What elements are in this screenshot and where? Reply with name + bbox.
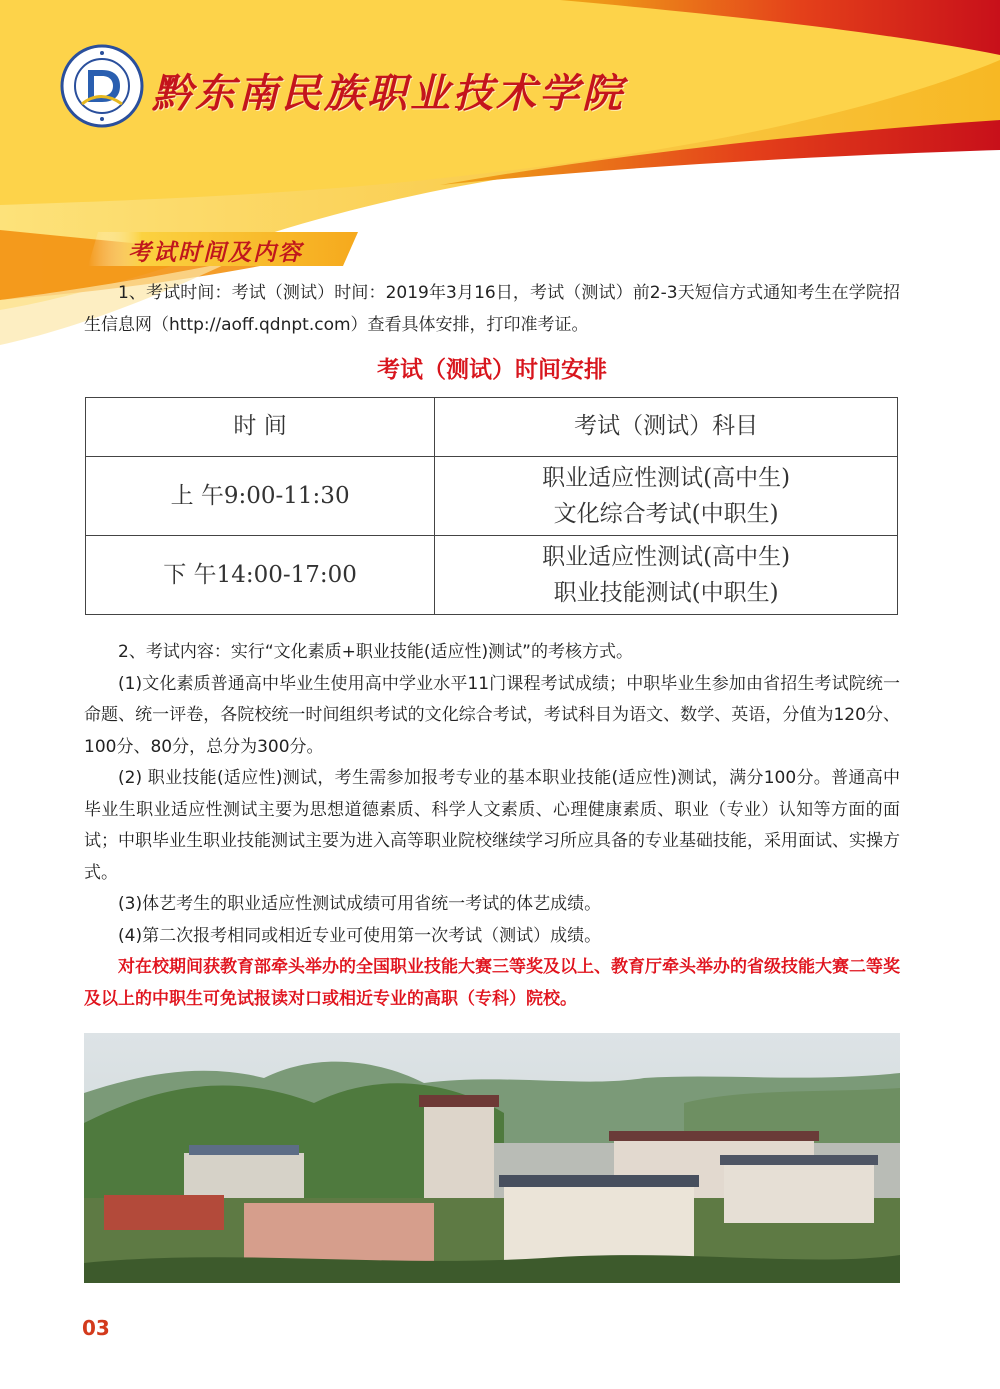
table-row (86, 457, 898, 536)
row-afternoon-time: 下 午14:00-17:00 (86, 536, 435, 615)
header-time: 时 间 (86, 398, 435, 457)
schedule-title: 考试（测试）时间安排 (377, 357, 607, 383)
table-row (86, 536, 898, 615)
page-number: 03 (82, 1316, 110, 1340)
header-subjects: 考试（测试）科目 (435, 398, 898, 457)
schedule-header-row (86, 398, 898, 457)
school-name-logo-text: 黔东南民族职业技术学院 (152, 70, 625, 117)
subject-line: 职业适应性测试(高中生) (542, 465, 791, 491)
paragraph-exam-content: 2、考试内容：实行“文化素质+职业技能(适应性)测试”的考核方式。 (118, 642, 633, 662)
paragraph-vocational-skill: (2) 职业技能(适应性)测试，考生需参加报考专业的基本职业技能(适应性)测试，满分100分。普通高中毕业生职业适应性测试主要为思想道德素质、科学人文素质、心理健康素质、职业（专业）认知等方面的面试；中职毕业生职业技能测试主要为进入高等职业院校继续学习所应具备的专业基础技能，采用面试、实操方式。 (84, 768, 900, 883)
subject-line: 文化综合考试(中职生) (553, 501, 779, 527)
school-logo-icon (60, 44, 144, 128)
schedule-table (85, 397, 898, 615)
subject-line: 职业适应性测试(高中生) (542, 544, 791, 570)
section-title: 考试时间及内容 (128, 240, 303, 266)
paragraph-arts-sports: (3)体艺考生的职业适应性测试成绩可用省统一考试的体艺成绩。 (118, 894, 602, 914)
row-morning-time: 上 午9:00-11:30 (86, 457, 435, 536)
main-content (84, 278, 900, 1015)
campus-photo (84, 1033, 900, 1283)
subject-line: 职业技能测试(中职生) (553, 580, 779, 606)
paragraph-culture-quality: (1)文化素质普通高中毕业生使用高中学业水平11门课程考试成绩；中职毕业生参加由省招生考试院统一命题、统一评卷，各院校统一时间组织考试的文化综合考试，考试科目为语文、数学、英语，分值为120分、100分、80分，总分为300分。 (84, 673, 900, 757)
row-afternoon-subjects (435, 536, 898, 615)
row-morning-subjects (435, 457, 898, 536)
paragraph-exam-time: 1、考试时间：考试（测试）时间：2019年3月16日，考试（测试）前2-3天短信方式通知考生在学院招生信息网（http://aoff.qdnpt.com）查看具体安排，打印准考证。 (84, 283, 900, 335)
paragraph-exemption-notice: 对在校期间获教育部牵头举办的全国职业技能大赛三等奖及以上、教育厅牵头举办的省级技能大赛二等奖及以上的中职生可免试报读对口或相近专业的高职（专科）院校。 (84, 957, 900, 1009)
paragraph-second-application: (4)第二次报考相同或相近专业可使用第一次考试（测试）成绩。 (118, 925, 602, 946)
